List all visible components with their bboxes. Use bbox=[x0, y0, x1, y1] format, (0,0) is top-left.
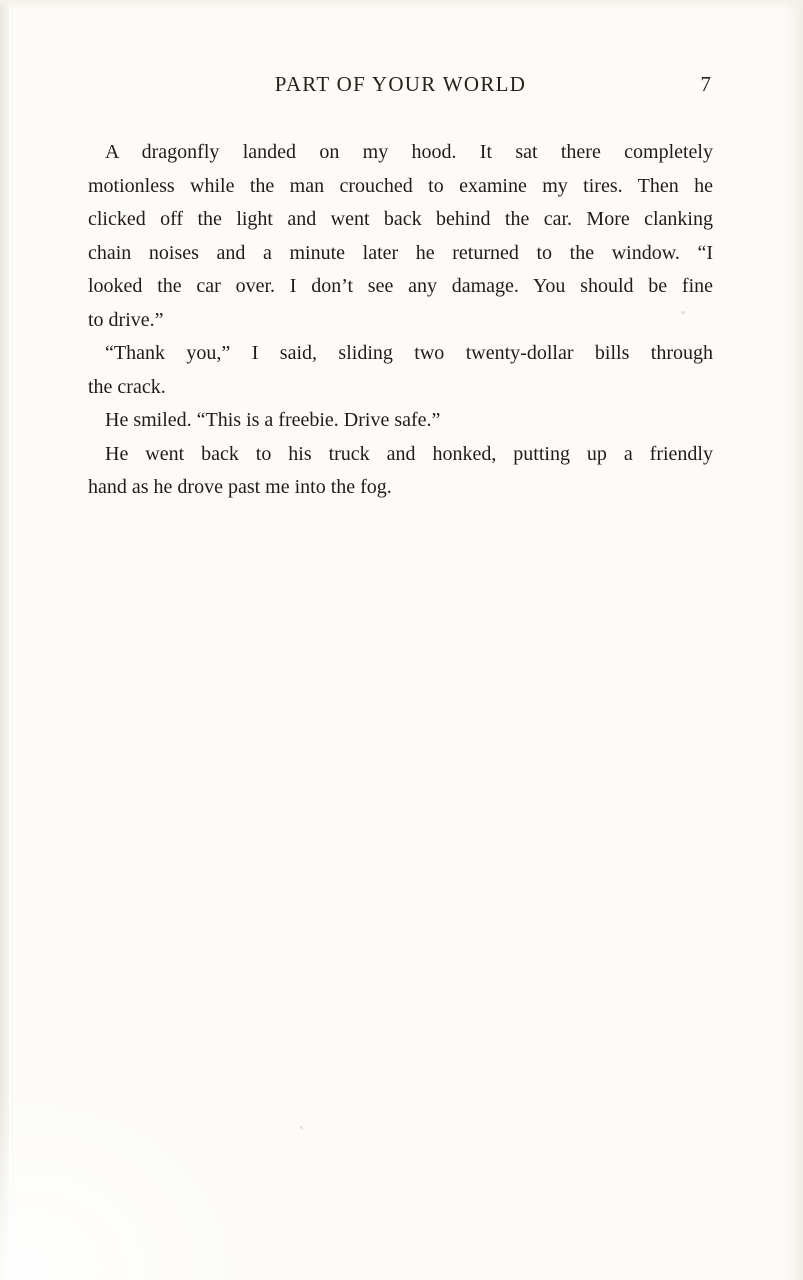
text-line: looked the car over. I don’t see any damage. You should be fine bbox=[88, 275, 713, 297]
paragraph bbox=[88, 136, 713, 337]
page-header bbox=[88, 72, 713, 98]
text-line: motionless while the man crouched to examine my tires. Then he bbox=[88, 174, 713, 197]
text-line: chain noises and a minute later he returned to the window. “I bbox=[88, 241, 713, 264]
page-corner-glow bbox=[0, 1080, 260, 1280]
page-number: 7 bbox=[700, 72, 711, 96]
paper-speck bbox=[300, 1126, 303, 1129]
body-text bbox=[88, 136, 713, 505]
page-top-edge-shading bbox=[0, 0, 803, 10]
text-line: to drive.” bbox=[88, 308, 164, 331]
text-line: hand as he drove past me into the fog. bbox=[88, 476, 392, 498]
text-line: He smiled. “This is a freebie. Drive safe.” bbox=[105, 409, 441, 431]
text-line: A dragonfly landed on my hood. It sat there completely bbox=[105, 141, 713, 163]
text-line: clicked off the light and went back behind the car. More clanking bbox=[88, 208, 713, 230]
paragraph bbox=[88, 337, 713, 404]
text-line: the crack. bbox=[88, 375, 166, 398]
paragraph bbox=[88, 404, 713, 438]
page-right-edge-shading bbox=[785, 0, 803, 1280]
paragraph bbox=[88, 438, 713, 505]
text-line: He went back to his truck and honked, putting up a friendly bbox=[105, 442, 713, 465]
running-head-title: PART OF YOUR WORLD bbox=[274, 72, 527, 96]
text-line: “Thank you,” I said, sliding two twenty-dollar bills through bbox=[105, 342, 713, 364]
